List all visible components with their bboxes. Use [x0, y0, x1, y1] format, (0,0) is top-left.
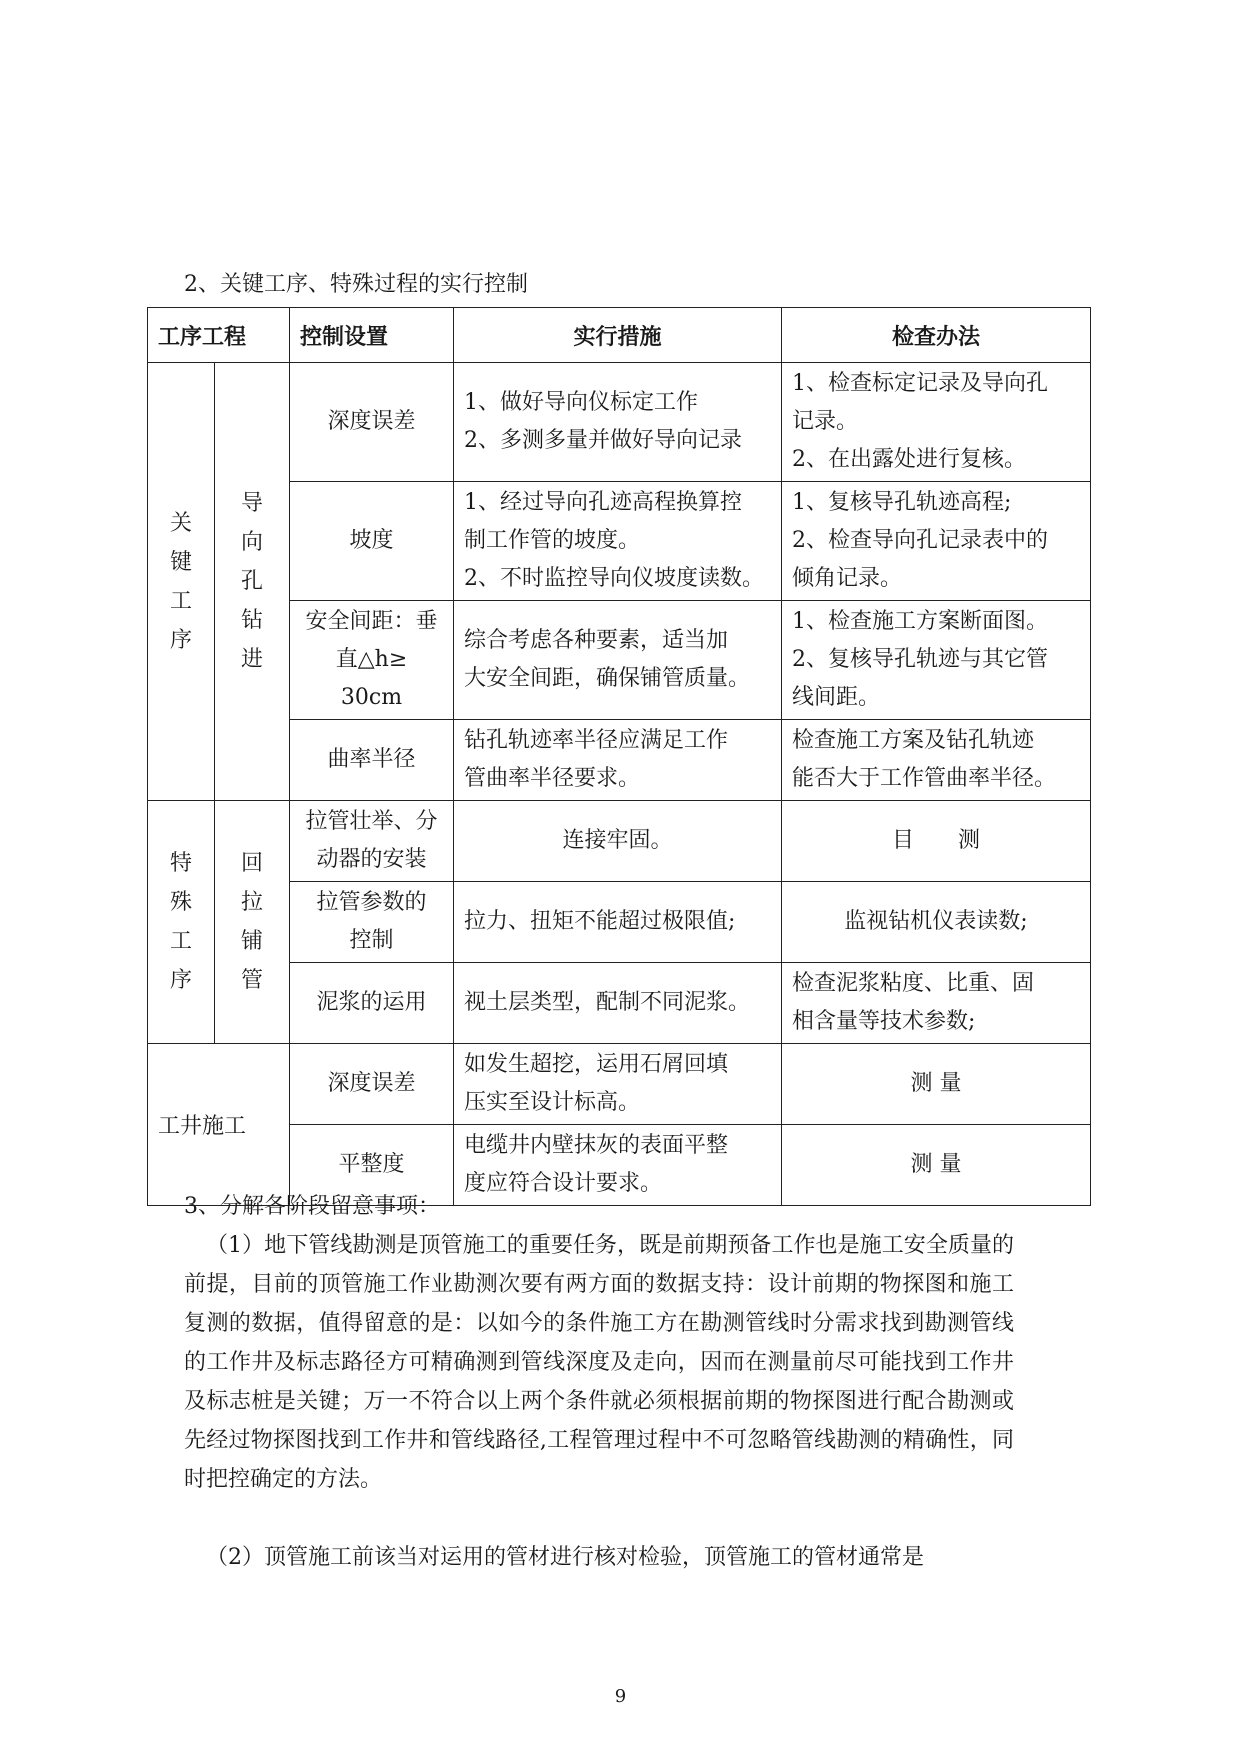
- check-cell: 监视钻机仪表读数;: [782, 882, 1091, 963]
- paragraph-1: （1）地下管线勘测是顶管施工的重要任务，既是前期预备工作也是施工安全质量的前提，目前的顶管施工作业勘测次要有两方面的数据支持：设计前期的物探图和施工复测的数据，值得留意的是：以如今的条件施工方在勘测管线时分需求找到勘测管线的工作井及标志路径方可精确测到管线深度及走向，因而在测量前尽可能找到工作井及标志桩是关键；万一不符合以上两个条件就必须根据前期的物探图进行配合勘测或先经过物探图找到工作井和管线路径,工程管理过程中不可忽略管线勘测的精确性，同时把控确定的方法。: [184, 1233, 1014, 1492]
- measures-cell: 1、做好导向仪标定工作 2、多测多量并做好导向记录: [454, 363, 782, 482]
- check-cell: 1、检查施工方案断面图。 2、复核导孔轨迹与其它管 线间距。: [782, 601, 1091, 720]
- measures-cell: 如发生超挖，运用石屑回填 压实至设计标高。: [454, 1044, 782, 1125]
- subcategory-guide-hole-drilling: 导 向 孔 钻 进: [215, 363, 290, 801]
- control-cell: 拉管壮举、分 动器的安装: [290, 801, 454, 882]
- control-cell: 平整度: [290, 1125, 454, 1206]
- page-number: 9: [614, 1686, 627, 1707]
- section-heading-3: 3、分解各阶段留意事项：: [184, 1194, 440, 1219]
- control-cell: 深度误差: [290, 1044, 454, 1125]
- measures-cell: 综合考虑各种要素，适当加 大安全间距，确保铺管质量。: [454, 601, 782, 720]
- table-row: [148, 801, 1091, 882]
- table-row: [148, 601, 1091, 720]
- table-row: [148, 1044, 1091, 1125]
- measures-cell: 1、经过导向孔迹高程换算控 制工作管的坡度。 2、不时监控导向仪坡度读数。: [454, 482, 782, 601]
- table-header-row: [148, 308, 1091, 363]
- measures-cell: 视土层类型，配制不同泥浆。: [454, 963, 782, 1044]
- control-cell: 安全间距：垂 直△h≥ 30cm: [290, 601, 454, 720]
- header-process: 工序工程: [148, 308, 290, 363]
- category-special-process: 特 殊 工 序: [148, 801, 215, 1044]
- table-row: [148, 482, 1091, 601]
- control-cell: 坡度: [290, 482, 454, 601]
- table-row: [148, 882, 1091, 963]
- subcategory-pullback-pipe: 回 拉 铺 管: [215, 801, 290, 1044]
- check-cell: 1、检查标定记录及导向孔 记录。 2、在出露处进行复核。: [782, 363, 1091, 482]
- table-row: [148, 963, 1091, 1044]
- header-control: 控制设置: [290, 308, 454, 363]
- control-table: [147, 307, 1091, 1206]
- measures-cell: 电缆井内壁抹灰的表面平整 度应符合设计要求。: [454, 1125, 782, 1206]
- control-cell: 拉管参数的 控制: [290, 882, 454, 963]
- check-cell: 目 测: [782, 801, 1091, 882]
- check-cell: 1、复核导孔轨迹高程; 2、检查导向孔记录表中的 倾角记录。: [782, 482, 1091, 601]
- check-cell: 测 量: [782, 1125, 1091, 1206]
- table-row: [148, 720, 1091, 801]
- category-key-process: 关 键 工 序: [148, 363, 215, 801]
- check-cell: 测 量: [782, 1044, 1091, 1125]
- category-well-construction: 工井施工: [148, 1044, 290, 1206]
- measures-cell: 钻孔轨迹率半径应满足工作 管曲率半径要求。: [454, 720, 782, 801]
- table-row: [148, 363, 1091, 482]
- control-cell: 泥浆的运用: [290, 963, 454, 1044]
- control-cell: 曲率半径: [290, 720, 454, 801]
- check-cell: 检查泥浆粘度、比重、固 相含量等技术参数;: [782, 963, 1091, 1044]
- header-measures: 实行措施: [454, 308, 782, 363]
- header-check: 检查办法: [782, 308, 1091, 363]
- section-heading-2: 2、关键工序、特殊过程的实行控制: [184, 272, 528, 297]
- measures-cell: 拉力、扭矩不能超过极限值;: [454, 882, 782, 963]
- check-cell: 检查施工方案及钻孔轨迹 能否大于工作管曲率半径。: [782, 720, 1091, 801]
- paragraph-2: （2）顶管施工前该当对运用的管材进行核对检验，顶管施工的管材通常是: [206, 1545, 924, 1570]
- control-cell: 深度误差: [290, 363, 454, 482]
- measures-cell: 连接牢固。: [454, 801, 782, 882]
